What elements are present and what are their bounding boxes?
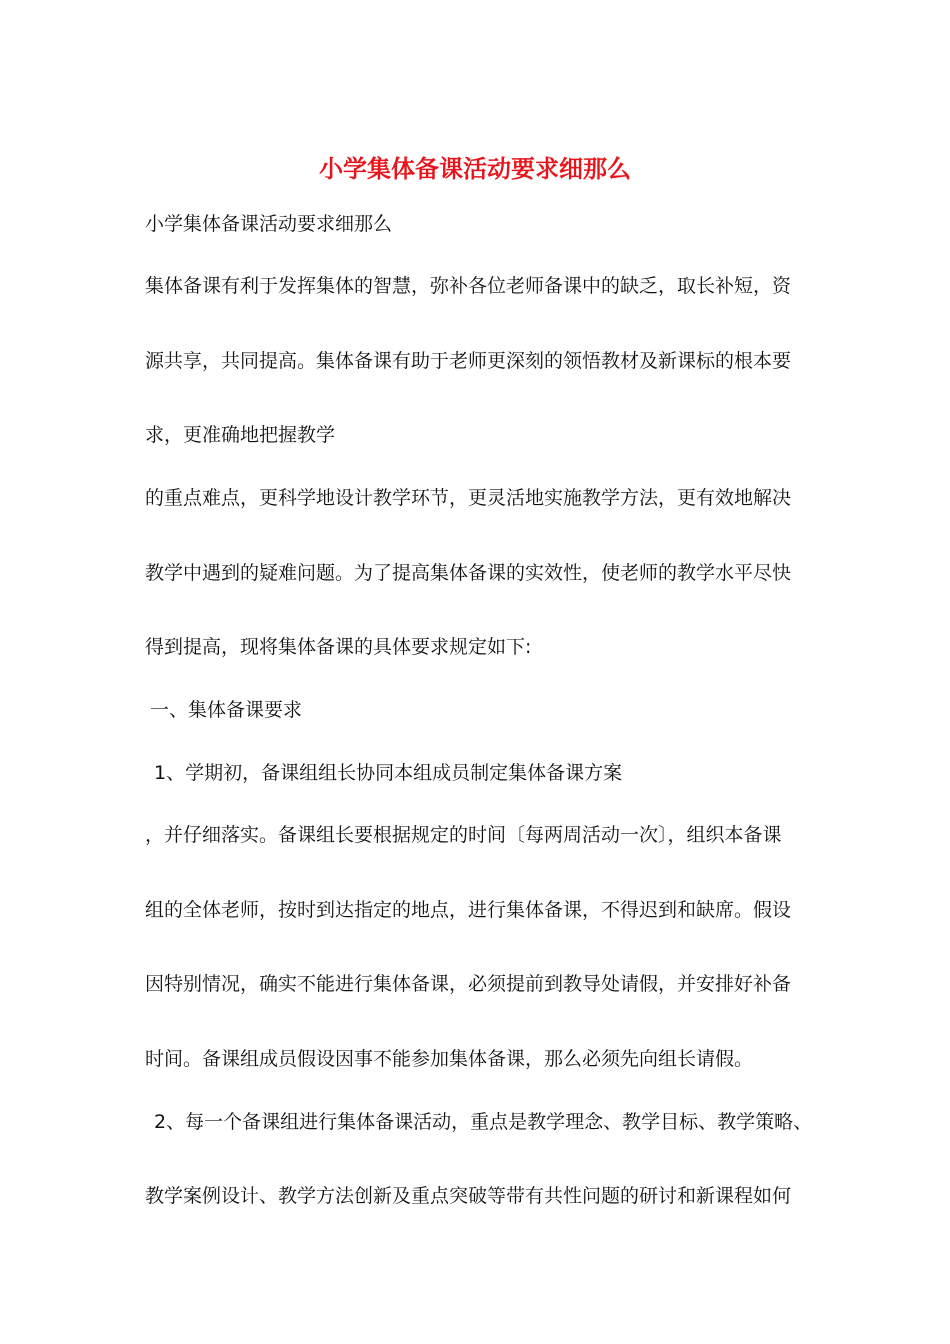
paragraph-line: 得到提高，现将集体备课的具体要求规定如下: <box>145 636 532 658</box>
paragraph-line: 教学中遇到的疑难问题。为了提高集体备课的实效性，使老师的教学水平尽快 <box>145 562 792 584</box>
paragraph-line: 的重点难点，更科学地设计教学环节，更灵活地实施教学方法，更有效地解决 <box>145 487 792 509</box>
paragraph-line: 集体备课有利于发挥集体的智慧，弥补各位老师备课中的缺乏，取长补短，资 <box>145 275 792 297</box>
list-item-line: 1、学期初，备课组组长协同本组成员制定集体备课方案 <box>154 762 623 784</box>
paragraph-line: 源共享，共同提高。集体备课有助于老师更深刻的领悟教材及新课标的根本要 <box>145 350 792 372</box>
paragraph-line: ，并仔细落实。备课组长要根据规定的时间〔每两周活动一次〕，组织本备课 <box>145 824 782 846</box>
paragraph-line: 教学案例设计、教学方法创新及重点突破等带有共性问题的研讨和新课程如何 <box>145 1185 792 1207</box>
paragraph-line: 求，更准确地把握教学 <box>145 424 336 446</box>
list-item-line: 2、每一个备课组进行集体备课活动，重点是教学理念、教学目标、教学策略、 <box>154 1111 813 1133</box>
document-title: 小学集体备课活动要求细那么 <box>319 154 631 183</box>
paragraph-line: 组的全体老师，按时到达指定的地点，进行集体备课，不得迟到和缺席。假设 <box>145 899 792 921</box>
paragraph-line: 时间。备课组成员假设因事不能参加集体备课，那么必须先向组长请假。 <box>145 1048 754 1070</box>
section-heading: 一、集体备课要求 <box>150 699 303 721</box>
subtitle-line: 小学集体备课活动要求细那么 <box>145 213 393 235</box>
paragraph-line: 因特别情况，确实不能进行集体备课，必须提前到教导处请假，并安排好补备 <box>145 973 792 995</box>
